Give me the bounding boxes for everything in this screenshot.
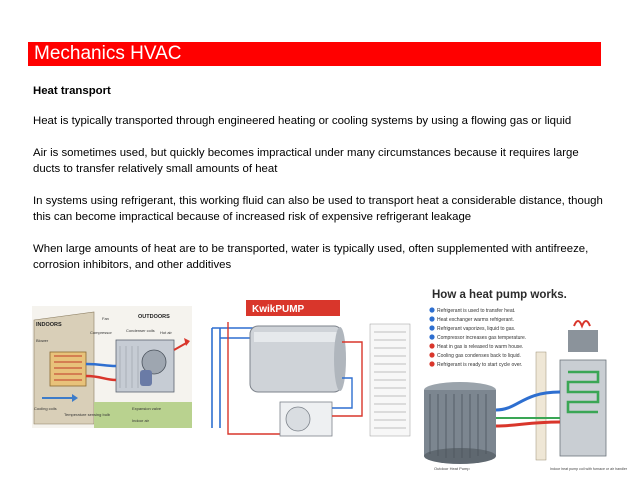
brand-label: KwikPUMP <box>252 304 305 315</box>
how-heat-pump-works-diagram <box>418 282 628 474</box>
label-blower: Blower <box>36 338 49 343</box>
label-compressor: Compressor <box>90 330 112 335</box>
label-expansion-valve: Expansion valve <box>132 406 162 411</box>
paragraph-2: Air is sometimes used, but quickly becomes impractical under many circumstances because it requires large ducts to transfer relatively small amounts of heat <box>33 147 579 175</box>
label-cooling-coils: Cooling coils <box>34 406 57 411</box>
label-outdoors: OUTDOORS <box>138 314 170 320</box>
slide-content <box>33 83 608 289</box>
step-1: Refrigerant is used to transfer heat. <box>437 308 516 314</box>
heat-pump-water-heater-diagram <box>202 298 414 444</box>
step-3: Refrigerant vaporizes, liquid to gas. <box>437 326 516 332</box>
water-heater-drawing <box>202 298 414 444</box>
label-condenser: Condenser coils <box>126 328 155 333</box>
step-marker <box>429 334 434 339</box>
step-marker <box>429 307 434 312</box>
paragraph-1: Heat is typically transported through engineered heating or cooling systems by using a flowing gas or liquid <box>33 115 572 127</box>
step-7: Refrigerant is ready to start cycle over. <box>437 362 523 368</box>
heat-pump-steps <box>429 307 526 368</box>
paragraph-4: When large amounts of heat are to be transported, water is typically used, often supplemented with antifreeze, corrosion inhibitors, and other additives <box>33 243 589 271</box>
label-hot-air: Hot air <box>160 330 172 335</box>
step-marker <box>429 352 434 357</box>
label-fan: Fan <box>102 316 109 321</box>
step-marker <box>429 325 434 330</box>
label-indoor-air: Indoor air <box>132 418 149 423</box>
step-2: Heat exchanger warms refrigerant. <box>437 317 514 323</box>
heat-pump-drawing <box>418 282 628 474</box>
outdoor-caption: Outdoor Heat Pump <box>434 466 470 471</box>
step-marker <box>429 361 434 366</box>
indoor-caption: Indoor heat pump coil with furnace or air handler <box>550 467 628 471</box>
step-5: Heat in gas is released to warm house. <box>437 344 524 350</box>
label-indoors: INDOORS <box>36 322 62 328</box>
step-4: Compressor increases gas temperature. <box>437 335 527 341</box>
step-marker <box>429 343 434 348</box>
slide-title-bar <box>28 42 601 66</box>
label-temp-sensing: Temperature sensing bulb <box>64 412 111 417</box>
step-6: Cooling gas condenses back to liquid. <box>437 353 521 359</box>
heat-pump-title: How a heat pump works. <box>432 289 567 301</box>
ac-system-diagram <box>32 306 192 428</box>
paragraph-3: In systems using refrigerant, this working fluid can also be used to transport heat a considerable distance, though this can become impractical because of increased risk of expensive refrigerant leakage <box>33 195 603 223</box>
slide-title: Mechanics HVAC <box>34 43 182 64</box>
ac-system-drawing <box>32 306 192 428</box>
section-heading: Heat transport <box>33 85 111 97</box>
step-marker <box>429 316 434 321</box>
